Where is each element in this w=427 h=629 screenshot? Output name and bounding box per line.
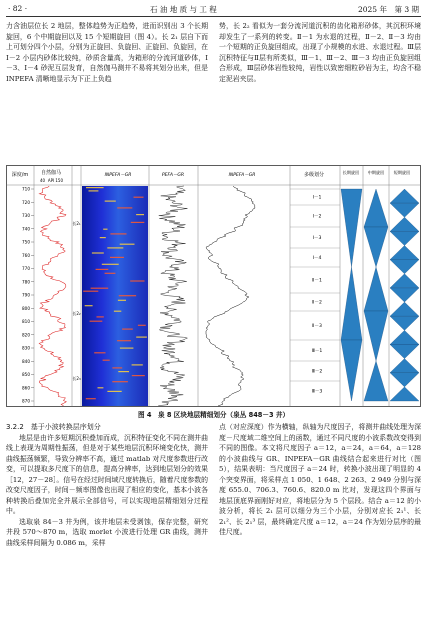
spectrum-band bbox=[138, 325, 146, 326]
cycle-triangle bbox=[390, 217, 419, 231]
depth-tick-label: 830 bbox=[22, 345, 30, 351]
depth-tick-label: 800 bbox=[22, 305, 30, 311]
header-inpefa: INPEFA－GR bbox=[228, 173, 256, 178]
spectrum-band bbox=[91, 288, 109, 289]
gr-curve bbox=[39, 186, 66, 406]
cycle-triangle bbox=[390, 373, 419, 387]
inpefa-spectrum-panel bbox=[82, 186, 148, 406]
issue-label: 2025 年 第 3 期 bbox=[357, 5, 419, 14]
spectrum-band bbox=[103, 360, 110, 361]
cycle-triangles bbox=[341, 189, 419, 401]
spectrum-band bbox=[119, 295, 136, 296]
depth-tick-label: 730 bbox=[22, 213, 30, 218]
cycle-triangle bbox=[390, 344, 419, 358]
cycle-triangle bbox=[364, 361, 388, 401]
header-depth: 深度/m bbox=[11, 172, 29, 178]
cycle-triangle bbox=[390, 330, 419, 344]
spectrum-band bbox=[94, 352, 105, 353]
header-rule bbox=[6, 16, 421, 17]
unit-label: Ⅱ－3 bbox=[312, 324, 322, 329]
spectrum-band bbox=[96, 269, 109, 270]
unit-label: Ⅲ－3 bbox=[311, 389, 323, 395]
spectrum-band bbox=[132, 375, 145, 376]
cycle-triangle bbox=[390, 274, 419, 288]
spectrum-band bbox=[90, 321, 103, 322]
depth-tick-label: 720 bbox=[22, 199, 30, 205]
unit-label: Ⅰ－4 bbox=[312, 256, 322, 261]
cycle-triangle bbox=[364, 227, 388, 267]
spectrum-band bbox=[89, 190, 99, 191]
spectrum-band bbox=[92, 252, 104, 253]
figure-caption: 图 4 泉 8 区块地层精细划分（泉丛 848－3 井） bbox=[137, 411, 290, 419]
spectrum-band bbox=[131, 222, 145, 223]
cycle-triangle bbox=[390, 231, 419, 245]
spectrum-band bbox=[130, 280, 144, 281]
spectrum-band bbox=[100, 237, 106, 238]
cycle-triangle bbox=[390, 302, 419, 316]
depth-tick-label: 710 bbox=[22, 186, 30, 192]
running-header bbox=[0, 0, 427, 18]
unit-label: Ⅱ－2 bbox=[312, 300, 322, 306]
spectrum-band bbox=[132, 364, 143, 365]
unit-label: Ⅰ－1 bbox=[312, 195, 322, 201]
top-left-column bbox=[6, 21, 208, 84]
page-number: · 82 · bbox=[8, 4, 28, 13]
spectrum-band bbox=[98, 387, 104, 388]
header-inpefa-spectrum: INPEFA－GR bbox=[104, 173, 132, 178]
spectrum-band bbox=[112, 381, 128, 382]
spectrum-band bbox=[107, 247, 123, 248]
paragraph: 力含油层位长 2 地层，整体趋势为正趋势，进而识别出 3 个长期旋回，6 个中期旋回以及 15 个短期旋回（图 4）。长 2₁ 层自下而上可划分四个小层，分别为正旋回、负旋回、正旋回、负旋回，在 Ⅰ－2 小层内砂体比较纯，砂质含量高，为箱形的分流河道砂体，Ⅰ－3、Ⅰ－4 砂泥互层发育，自然伽马测井不易将其划分出来，但是 INPEFA 清晰地显示为下正上负趋 bbox=[6, 22, 208, 83]
header-subdivision: 多级划分 bbox=[303, 172, 325, 178]
unit-label: Ⅰ－2 bbox=[312, 214, 322, 220]
inpefa-curve bbox=[206, 186, 255, 406]
spectrum-band bbox=[122, 329, 133, 330]
spectrum-band bbox=[97, 316, 104, 317]
spectrum-band bbox=[118, 371, 129, 372]
unit-label: Ⅲ－1 bbox=[311, 349, 323, 354]
header-mid-cycle: 中期旋回 bbox=[367, 170, 385, 175]
spectrum-band bbox=[120, 244, 135, 245]
layer-label: 长2₁ bbox=[72, 221, 81, 226]
journal-title: 石 油 地 质 与 工 程 bbox=[150, 5, 217, 14]
cycle-triangle bbox=[390, 260, 419, 274]
spectrum-band bbox=[110, 233, 126, 234]
layer-labels bbox=[72, 220, 81, 381]
cycle-triangle bbox=[390, 203, 419, 217]
spectrum-band bbox=[103, 229, 107, 230]
unit-subdivision bbox=[290, 189, 340, 395]
depth-tick-label: 780 bbox=[22, 279, 30, 285]
gr-scale-max: 150 bbox=[55, 178, 63, 183]
cycle-triangle bbox=[341, 340, 362, 401]
depth-tick-label: 790 bbox=[22, 292, 30, 298]
spectrum-band bbox=[120, 348, 133, 349]
cycle-triangle bbox=[390, 288, 419, 302]
cycle-triangle bbox=[364, 267, 388, 311]
section-heading: 3.2.2 基于小波转换层序划分 bbox=[6, 423, 101, 431]
spectrum-band bbox=[86, 187, 104, 188]
spectrum-band bbox=[134, 197, 144, 198]
depth-tick-label: 820 bbox=[22, 332, 30, 338]
layer-label: 长2₂ bbox=[72, 311, 81, 316]
column-headers bbox=[12, 169, 411, 183]
depth-axis bbox=[22, 187, 34, 404]
depth-tick-label: 850 bbox=[22, 372, 30, 377]
pefa-curve bbox=[158, 186, 187, 406]
spectrum-band bbox=[105, 273, 116, 274]
cycle-triangle bbox=[390, 359, 419, 373]
unit-label: Ⅱ－1 bbox=[312, 278, 322, 284]
depth-tick-label: 870 bbox=[22, 398, 30, 404]
spectrum-band bbox=[102, 264, 119, 265]
header-long-cycle: 长期旋回 bbox=[342, 170, 360, 175]
top-right-column bbox=[219, 21, 421, 84]
spectrum-band bbox=[118, 300, 126, 301]
cycle-triangle bbox=[390, 316, 419, 330]
gr-scale-unit: API bbox=[47, 178, 55, 183]
cycle-triangle bbox=[364, 311, 388, 361]
paragraph: 选取泉 84－3 井为例，该井地层未受剥蚀，保存完整，研究井段 570～870 m，选取 morlet 小波进行处理 GR 曲线，测井曲线采样间隔为 0.086 m，采样 bbox=[6, 517, 208, 548]
cycle-triangle bbox=[390, 387, 419, 401]
depth-tick-label: 840 bbox=[22, 358, 30, 364]
spectrum-band bbox=[83, 291, 98, 292]
depth-tick-label: 740 bbox=[22, 226, 30, 232]
spectrum-band bbox=[85, 305, 93, 306]
layer-label: 长2₃ bbox=[72, 376, 81, 381]
bottom-right-column bbox=[219, 422, 421, 538]
unit-label: Ⅰ－3 bbox=[312, 236, 322, 241]
bottom-left-column bbox=[6, 422, 208, 549]
cycle-triangle bbox=[341, 267, 362, 340]
depth-tick-label: 860 bbox=[22, 385, 30, 391]
unit-label: Ⅲ－2 bbox=[311, 369, 323, 375]
depth-tick-label: 760 bbox=[22, 252, 30, 258]
header-short-cycle: 短期旋回 bbox=[393, 170, 411, 175]
paragraph: 点（对应深度）作为横轴，纵轴为尺度因子，将测井曲线处理为深度－尺度域二维空间上的函数，通过不同尺度的小波系数改变得到不同的图像。本文将尺度因子 a＝12，a＝24，a＝64，a＝128 的小波曲线与 GR、INPEFA－GR 曲线结合起来进行对比（图 5），结果表明：当尺度因子 a＝24 时，转换小波出现了明显的 4 个突变界面，将采样点 1 050、1 648、2 263、2 949 分别与深度 655.0、706.3、760.6、820.0 m 比对，发现这四个界面与地层顶底界面刚好对应，将地层分为 5 个层段。结合 a＝12 的小波分析，将长 2₁ 层可以细分为三个小层，分别对应长 2₁¹、长 2₁²、长 2₁³ 层，最终确定尺度 a＝12，a＝24 作为划分层序的最佳尺度。 bbox=[219, 423, 421, 537]
well-log-figure bbox=[6, 165, 421, 407]
spectrum-band bbox=[117, 207, 132, 208]
spectrum-band bbox=[110, 257, 124, 258]
spectrum-band bbox=[107, 391, 121, 392]
spectrum-band bbox=[136, 337, 147, 338]
paragraph: 势，长 2₂ 看似为一套分流河道沉积的齿化箱形砂体，其沉积环境却发生了一系列的转变。Ⅱ－1 为水退的过程，Ⅱ－2、Ⅱ－3 均由一个短期的正负旋回组成，出现了小规模的水进、水退过程。Ⅲ层沉积特征与Ⅱ层有所类似，Ⅲ－1、Ⅲ－2、Ⅲ－3 均由正负旋回组合形成，Ⅲ层砂体岩性较纯，岩性以致密细粒砂岩为主，均含不稳定泥岩夹层。 bbox=[219, 22, 421, 83]
depth-tick-label: 750 bbox=[22, 239, 30, 245]
depth-tick-label: 810 bbox=[22, 319, 30, 324]
depth-tick-label: 770 bbox=[22, 266, 30, 271]
gr-scale-min: 40 bbox=[40, 178, 46, 183]
cycle-triangle bbox=[390, 246, 419, 260]
cycle-triangle bbox=[341, 189, 362, 267]
spectrum-band bbox=[136, 214, 144, 215]
header-gr: 自然伽马 bbox=[40, 170, 62, 176]
spectrum-band bbox=[112, 367, 122, 368]
spectrum-band bbox=[86, 398, 96, 399]
spectrum-band bbox=[117, 340, 131, 341]
cycle-triangle bbox=[390, 189, 419, 203]
spectrum-band bbox=[114, 311, 121, 312]
cycle-triangle bbox=[364, 189, 388, 227]
header-pefa: PEFA－GR bbox=[161, 173, 185, 178]
paragraph: 地层是由许多短期沉积叠加而成，沉积特征变化不同在测井曲线上表现为周期性振荡，但是对于某些地层沉积环境变化快，测井曲线振荡频繁，导致分辨率不高，通过 matlab 对尺度参数进行改变，可以提取多尺度下的信息，提高分辨率，达到地层划分的效果［12，27－28］。信号在经过时间域尺度转换后，随着尺度参数的改变尺度因子，时间－频率图像也出现了相应的变化，基本小波各种转换后叠加完全并展示全部信号，可以实现地层精细划分过程中。 bbox=[6, 433, 209, 516]
spectrum-band bbox=[105, 201, 116, 202]
